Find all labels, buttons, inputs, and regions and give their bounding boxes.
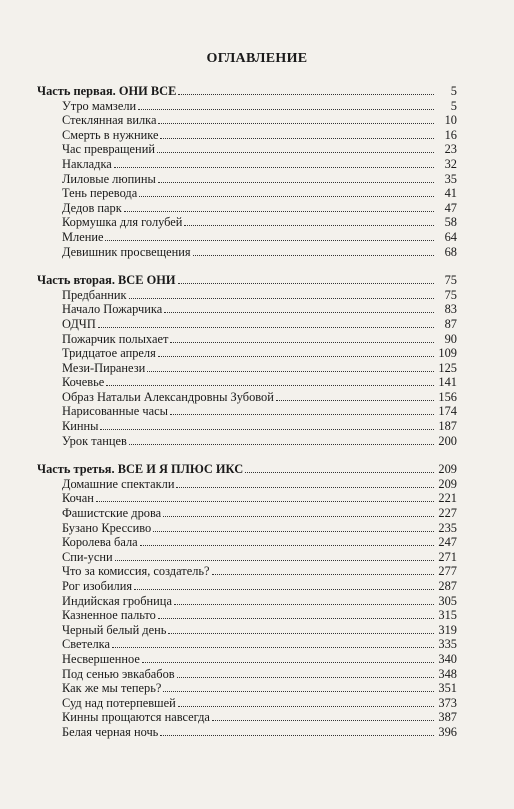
toc-heading: ОГЛАВЛЕНИЕ	[206, 51, 308, 66]
toc-chapter-entry-page-number: 335	[438, 637, 457, 652]
dot-leader	[212, 719, 434, 721]
toc-part-section	[37, 84, 457, 259]
toc-chapter-entry-title: Бузано Крессиво	[62, 520, 152, 535]
toc-chapter-entry-page-number: 351	[438, 681, 457, 696]
toc-chapter-entry-title: Казненное пальто	[62, 608, 156, 623]
dot-leader	[139, 195, 434, 197]
toc-chapter-entry	[37, 245, 457, 260]
toc-chapter-entry-page-number: 83	[444, 302, 457, 317]
toc-chapter-entry-page-number: 209	[438, 476, 457, 491]
toc-chapter-entry-title: Кормушка для голубей	[62, 215, 183, 230]
toc-chapter-entry-page-number: 32	[444, 156, 457, 171]
toc-chapter-entry	[37, 404, 457, 419]
toc-chapter-entry	[37, 477, 457, 492]
dot-leader	[114, 166, 434, 168]
toc-chapter-entry-page-number: 35	[444, 171, 457, 186]
toc-chapter-entry	[37, 113, 457, 128]
dot-leader	[96, 500, 434, 502]
toc-chapter-entry-page-number: 235	[438, 520, 457, 535]
dot-leader	[129, 297, 434, 299]
toc-part-entry-page-number: 209	[438, 462, 457, 477]
toc-chapter-entry-page-number: 348	[438, 666, 457, 681]
toc-chapter-entry	[37, 491, 457, 506]
toc-chapter-entry-title: Нарисованные часы	[62, 404, 168, 419]
toc-chapter-entry-page-number: 271	[438, 549, 457, 564]
toc-chapter-entry-title: Образ Натальи Александровны Зубовой	[62, 389, 274, 404]
dot-leader	[157, 151, 434, 153]
toc-chapter-entry-title: Девишник просвещения	[62, 244, 191, 259]
dot-leader	[160, 734, 434, 736]
toc-chapter-entry	[37, 390, 457, 405]
toc-chapter-entry-title: Дедов парк	[62, 200, 122, 215]
toc-chapter-entry-page-number: 5	[450, 98, 457, 113]
toc-chapter-entry	[37, 230, 457, 245]
toc-chapter-entry-title: Накладка	[62, 156, 112, 171]
toc-part-entry-title: Часть третья. ВСЕ И Я ПЛЮС ИКС	[37, 462, 244, 477]
toc-chapter-entry-title: Белая черная ночь	[62, 724, 159, 739]
toc-chapter-entry-page-number: 340	[438, 651, 457, 666]
toc-chapter-entry-page-number: 68	[444, 244, 457, 259]
dot-leader	[174, 603, 434, 605]
toc-chapter-entry-page-number: 141	[438, 375, 457, 390]
toc-chapter-entry	[37, 696, 457, 711]
dot-leader	[168, 632, 434, 634]
toc-chapter-entry	[37, 710, 457, 725]
toc-chapter-entry-title: Кинны прощаются навсегда	[62, 710, 210, 725]
dot-leader	[193, 254, 434, 256]
dot-leader	[245, 471, 434, 473]
dot-leader	[100, 428, 434, 430]
toc-chapter-entry-title: Спи-усни	[62, 549, 113, 564]
toc-chapter-entry-title: Рог изобилия	[62, 579, 133, 593]
toc-chapter-entry-page-number: 87	[444, 316, 457, 331]
toc-part-entry	[37, 273, 457, 288]
toc-chapter-entry-title: Как же мы теперь?	[62, 681, 162, 696]
toc-list	[37, 84, 457, 740]
toc-chapter-entry	[37, 361, 457, 376]
dot-leader	[115, 559, 434, 561]
toc-chapter-entry	[37, 332, 457, 347]
toc-chapter-entry-page-number: 227	[438, 506, 457, 521]
dot-leader	[112, 646, 434, 648]
toc-chapter-entry-title: Пожарчик полыхает	[62, 331, 169, 346]
toc-chapter-entry	[37, 637, 457, 652]
toc-chapter-entry-title: ОДЧП	[62, 316, 96, 331]
dot-leader	[158, 617, 434, 619]
toc-chapter-entry-title: Мези-Пиранези	[62, 360, 146, 375]
toc-chapter-entry	[37, 302, 457, 317]
toc-chapter-entry-page-number: 109	[438, 346, 457, 361]
toc-chapter-entry-title: Стеклянная вилка	[62, 113, 157, 128]
toc-chapter-entry-page-number: 277	[438, 564, 457, 579]
toc-part-entry-title: Часть первая. ОНИ ВСЕ	[37, 84, 177, 98]
dot-leader	[163, 515, 434, 517]
toc-chapter-entry-title: Черный белый день	[62, 622, 167, 637]
toc-chapter-entry-page-number: 41	[444, 186, 457, 201]
dot-leader	[124, 210, 434, 212]
toc-chapter-entry	[37, 288, 457, 303]
dot-leader	[105, 239, 434, 241]
dot-leader	[98, 326, 434, 328]
toc-part-entry-page-number: 5	[450, 84, 457, 98]
toc-chapter-entry-page-number: 319	[438, 622, 457, 637]
toc-chapter-entry	[37, 594, 457, 609]
toc-chapter-entry	[37, 608, 457, 623]
toc-part-entry-title: Часть вторая. ВСЕ ОНИ	[37, 273, 176, 288]
toc-chapter-entry-page-number: 174	[438, 404, 457, 419]
toc-chapter-entry-title: Фашистские дрова	[62, 506, 162, 521]
toc-chapter-entry-page-number: 58	[444, 215, 457, 230]
toc-chapter-entry-page-number: 47	[444, 200, 457, 215]
toc-chapter-entry-page-number: 64	[444, 229, 457, 244]
toc-chapter-entry-title: Несвершенное	[62, 651, 140, 666]
toc-chapter-entry	[37, 375, 457, 390]
toc-chapter-entry-title: Тень перевода	[62, 186, 138, 201]
toc-chapter-entry	[37, 681, 457, 696]
toc-chapter-entry-page-number: 200	[438, 433, 457, 448]
toc-part-section	[37, 273, 457, 448]
toc-chapter-entry-page-number: 287	[438, 579, 457, 593]
toc-chapter-entry-page-number: 125	[438, 360, 457, 375]
toc-chapter-entry-page-number: 10	[444, 113, 457, 128]
toc-chapter-entry	[37, 157, 457, 172]
toc-chapter-entry	[37, 535, 457, 550]
toc-chapter-entry	[37, 99, 457, 114]
dot-leader	[212, 573, 434, 575]
toc-chapter-entry-page-number: 315	[438, 608, 457, 623]
toc-chapter-entry	[37, 419, 457, 434]
toc-chapter-entry-title: Предбанник	[62, 287, 127, 302]
toc-chapter-entry	[37, 128, 457, 143]
toc-chapter-entry-page-number: 16	[444, 127, 457, 142]
dot-leader	[178, 93, 434, 95]
toc-chapter-entry	[37, 346, 457, 361]
dot-leader	[158, 355, 434, 357]
toc-chapter-entry-page-number: 247	[438, 535, 457, 550]
toc-chapter-entry-title: Час превращений	[62, 142, 155, 157]
dot-leader	[176, 486, 434, 488]
toc-chapter-entry-title: Кинны	[62, 419, 99, 434]
dot-leader	[138, 108, 434, 110]
dot-leader	[276, 399, 434, 401]
toc-chapter-entry-title: Светелка	[62, 637, 110, 652]
toc-part-entry-page-number: 75	[444, 273, 457, 288]
dot-leader	[106, 384, 434, 386]
toc-part-entry	[37, 84, 457, 99]
toc-chapter-entry-title: Что за комиссия, создатель?	[62, 564, 210, 579]
toc-chapter-entry-title: Лиловые люпины	[62, 171, 156, 186]
toc-chapter-entry-title: Кочевье	[62, 375, 105, 390]
toc-chapter-entry	[37, 652, 457, 667]
toc-chapter-entry	[37, 317, 457, 332]
dot-leader	[153, 530, 434, 532]
dot-leader	[170, 341, 434, 343]
toc-chapter-entry-title: Индийская гробница	[62, 593, 172, 608]
toc-chapter-entry	[37, 667, 457, 682]
dot-leader	[184, 224, 434, 226]
toc-chapter-entry-page-number: 90	[444, 331, 457, 346]
dot-leader	[142, 661, 434, 663]
toc-chapter-entry-page-number: 305	[438, 593, 457, 608]
toc-chapter-entry	[37, 215, 457, 230]
toc-chapter-entry-page-number: 23	[444, 142, 457, 157]
dot-leader	[147, 370, 434, 372]
toc-chapter-entry-title: Тридцатое апреля	[62, 346, 156, 361]
toc-chapter-entry-page-number: 75	[444, 287, 457, 302]
toc-chapter-entry	[37, 142, 457, 157]
dot-leader	[177, 676, 434, 678]
toc-chapter-entry-title: Королева бала	[62, 535, 138, 550]
dot-leader	[164, 311, 434, 313]
toc-chapter-entry	[37, 521, 457, 536]
toc-chapter-entry-page-number: 187	[438, 419, 457, 434]
toc-chapter-entry	[37, 172, 457, 187]
toc-chapter-entry-title: Смерть в нужнике	[62, 127, 159, 142]
toc-chapter-entry-title: Урок танцев	[62, 433, 127, 448]
toc-chapter-entry	[37, 564, 457, 579]
toc-chapter-entry	[37, 579, 457, 594]
toc-chapter-entry-page-number: 396	[438, 724, 457, 739]
toc-chapter-entry-page-number: 221	[438, 491, 457, 506]
dot-leader	[158, 181, 434, 183]
dot-leader	[134, 588, 434, 590]
toc-chapter-entry-page-number: 387	[438, 710, 457, 725]
toc-chapter-entry	[37, 725, 457, 740]
toc-part-entry	[37, 462, 457, 477]
toc-chapter-entry-title: Домашние спектакли	[62, 476, 175, 491]
toc-chapter-entry-title: Утро мамзели	[62, 98, 137, 113]
toc-chapter-entry	[37, 550, 457, 565]
toc-chapter-entry-page-number: 156	[438, 389, 457, 404]
dot-leader	[170, 413, 434, 415]
toc-chapter-entry	[37, 434, 457, 449]
toc-chapter-entry-title: Начало Пожарчика	[62, 302, 163, 317]
dot-leader	[163, 690, 434, 692]
toc-chapter-entry-title: Кочан	[62, 491, 94, 506]
toc-chapter-entry	[37, 623, 457, 638]
toc-chapter-entry	[37, 201, 457, 216]
toc-chapter-entry-title: Суд над потерпевшей	[62, 695, 176, 710]
dot-leader	[129, 443, 434, 445]
dot-leader	[178, 282, 435, 284]
toc-chapter-entry-page-number: 373	[438, 695, 457, 710]
toc-part-section	[37, 462, 457, 739]
dot-leader	[160, 137, 434, 139]
toc-chapter-entry-title: Под сенью эвкабабов	[62, 666, 175, 681]
toc-chapter-entry	[37, 186, 457, 201]
toc-chapter-entry-title: Мление	[62, 229, 104, 244]
dot-leader	[158, 122, 434, 124]
dot-leader	[140, 544, 434, 546]
dot-leader	[178, 705, 434, 707]
toc-chapter-entry	[37, 506, 457, 521]
